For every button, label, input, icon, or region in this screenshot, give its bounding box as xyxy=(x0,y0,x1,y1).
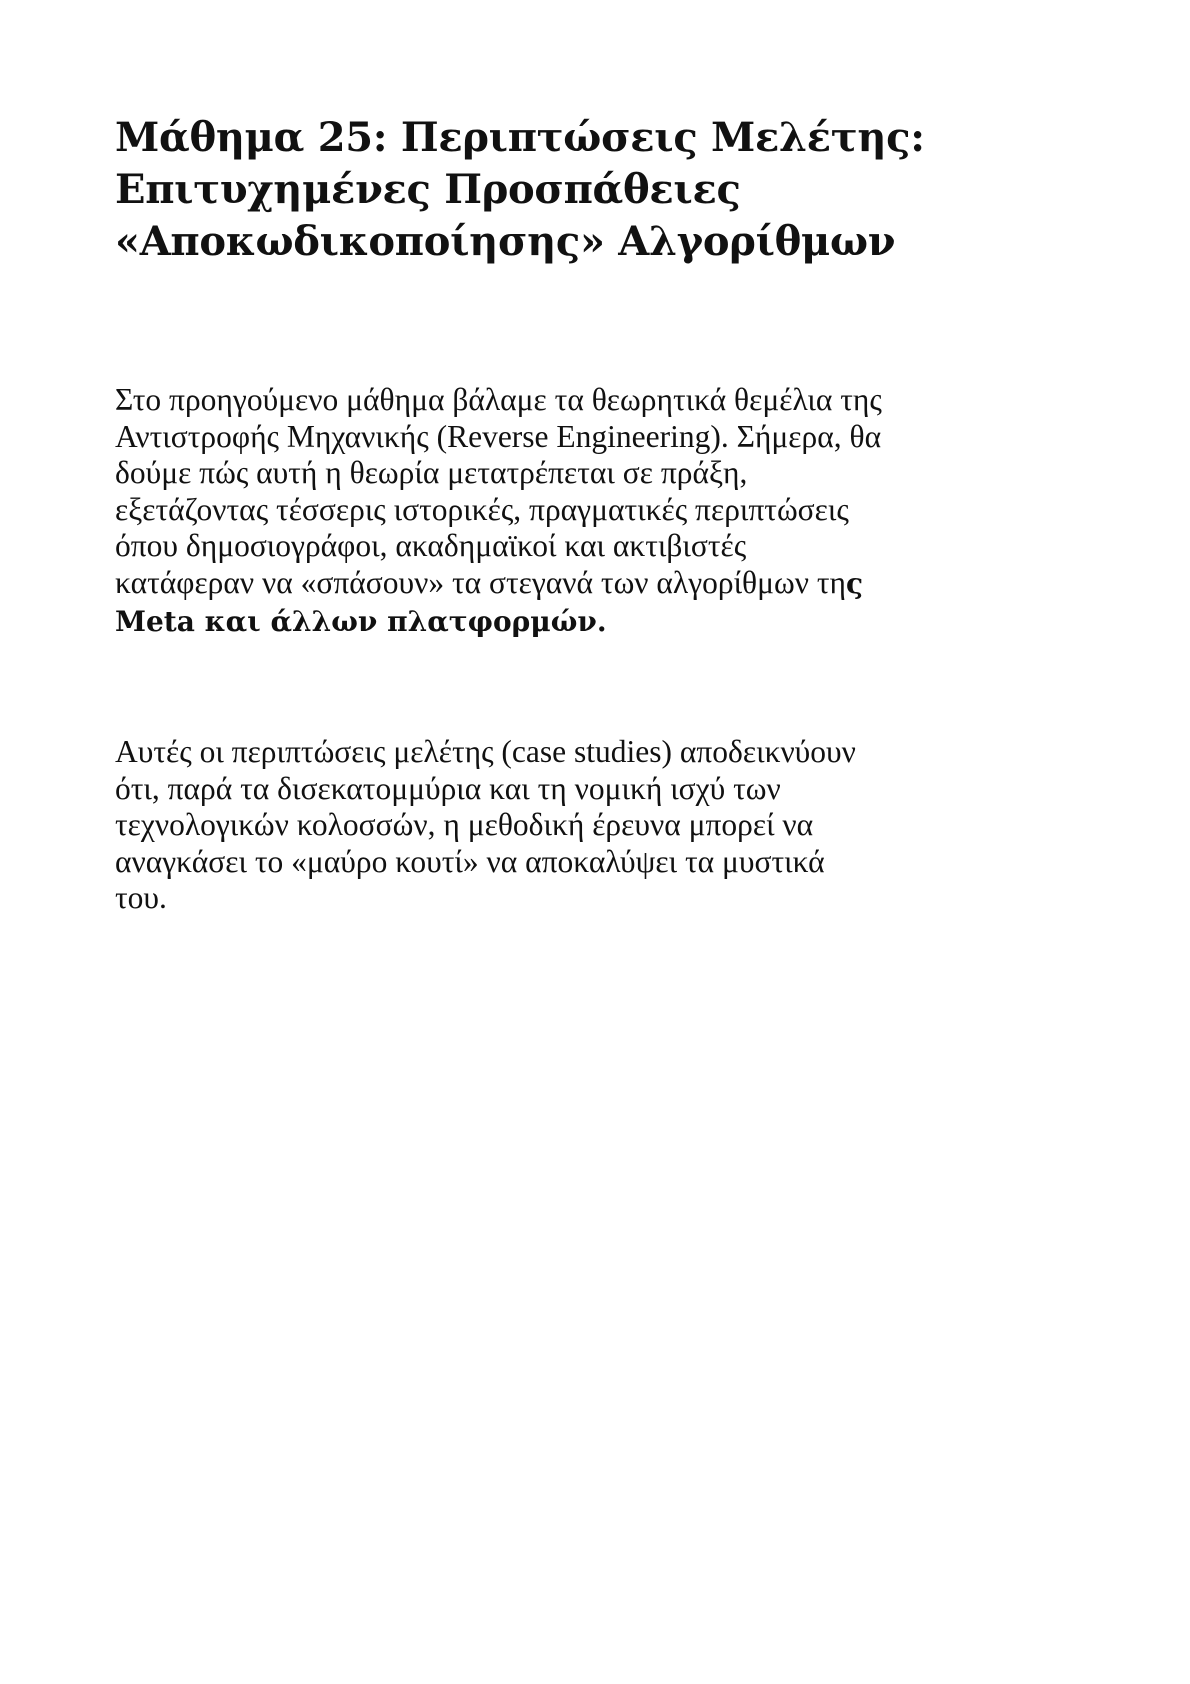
title-line: Μάθημα 25: Περιπτώσεις Μελέτης: xyxy=(115,114,925,161)
paragraph-line: δούμε πώς αυτή η θεωρία μετατρέπεται σε πράξη, xyxy=(115,455,748,491)
title-line: Επιτυχημένες Προσπάθειες xyxy=(115,166,741,213)
paragraph-line: αναγκάσει το «μαύρο κουτί» να αποκαλύψει τα μυστικά xyxy=(115,843,825,879)
line-text: κατάφεραν να «σπάσουν» τα στεγανά των αλγορίθμων τη xyxy=(115,564,847,600)
paragraph-line: Στο προηγούμενο μάθημα βάλαμε τα θεωρητικά θεμέλια της xyxy=(115,382,882,417)
case-studies-paragraph xyxy=(115,734,856,917)
paragraph-line: εξετάζοντας τέσσερις ιστορικές, πραγματικές περιπτώσεις xyxy=(115,491,849,527)
bold-text: Meta και άλλων πλατφορμών. xyxy=(115,604,607,638)
paragraph-line: Αυτές οι περιπτώσεις μελέτης (case studies) αποδεικνύουν xyxy=(115,734,856,769)
paragraph-line: τεχνολογικών κολοσσών, η μεθοδική έρευνα μπορεί να xyxy=(115,807,814,843)
paragraph-line: του. xyxy=(115,880,167,916)
bold-text: ς xyxy=(846,566,864,600)
lesson-title xyxy=(115,112,1095,268)
title-line: «Αποκωδικοποίησης» Αλγορίθμων xyxy=(115,218,896,265)
paragraph-line xyxy=(115,603,882,641)
paragraph-line: ότι, παρά τα δισεκατομμύρια και τη νομική ισχύ των xyxy=(115,770,781,806)
paragraph-line: Αντιστροφής Μηχανικής (Reverse Engineering). Σήμερα, θα xyxy=(115,418,882,454)
intro-paragraph xyxy=(115,382,882,640)
paragraph-line xyxy=(115,565,882,603)
document-page xyxy=(115,112,1095,916)
paragraph-line: όπου δημοσιογράφοι, ακαδημαϊκοί και ακτιβιστές xyxy=(115,528,747,564)
